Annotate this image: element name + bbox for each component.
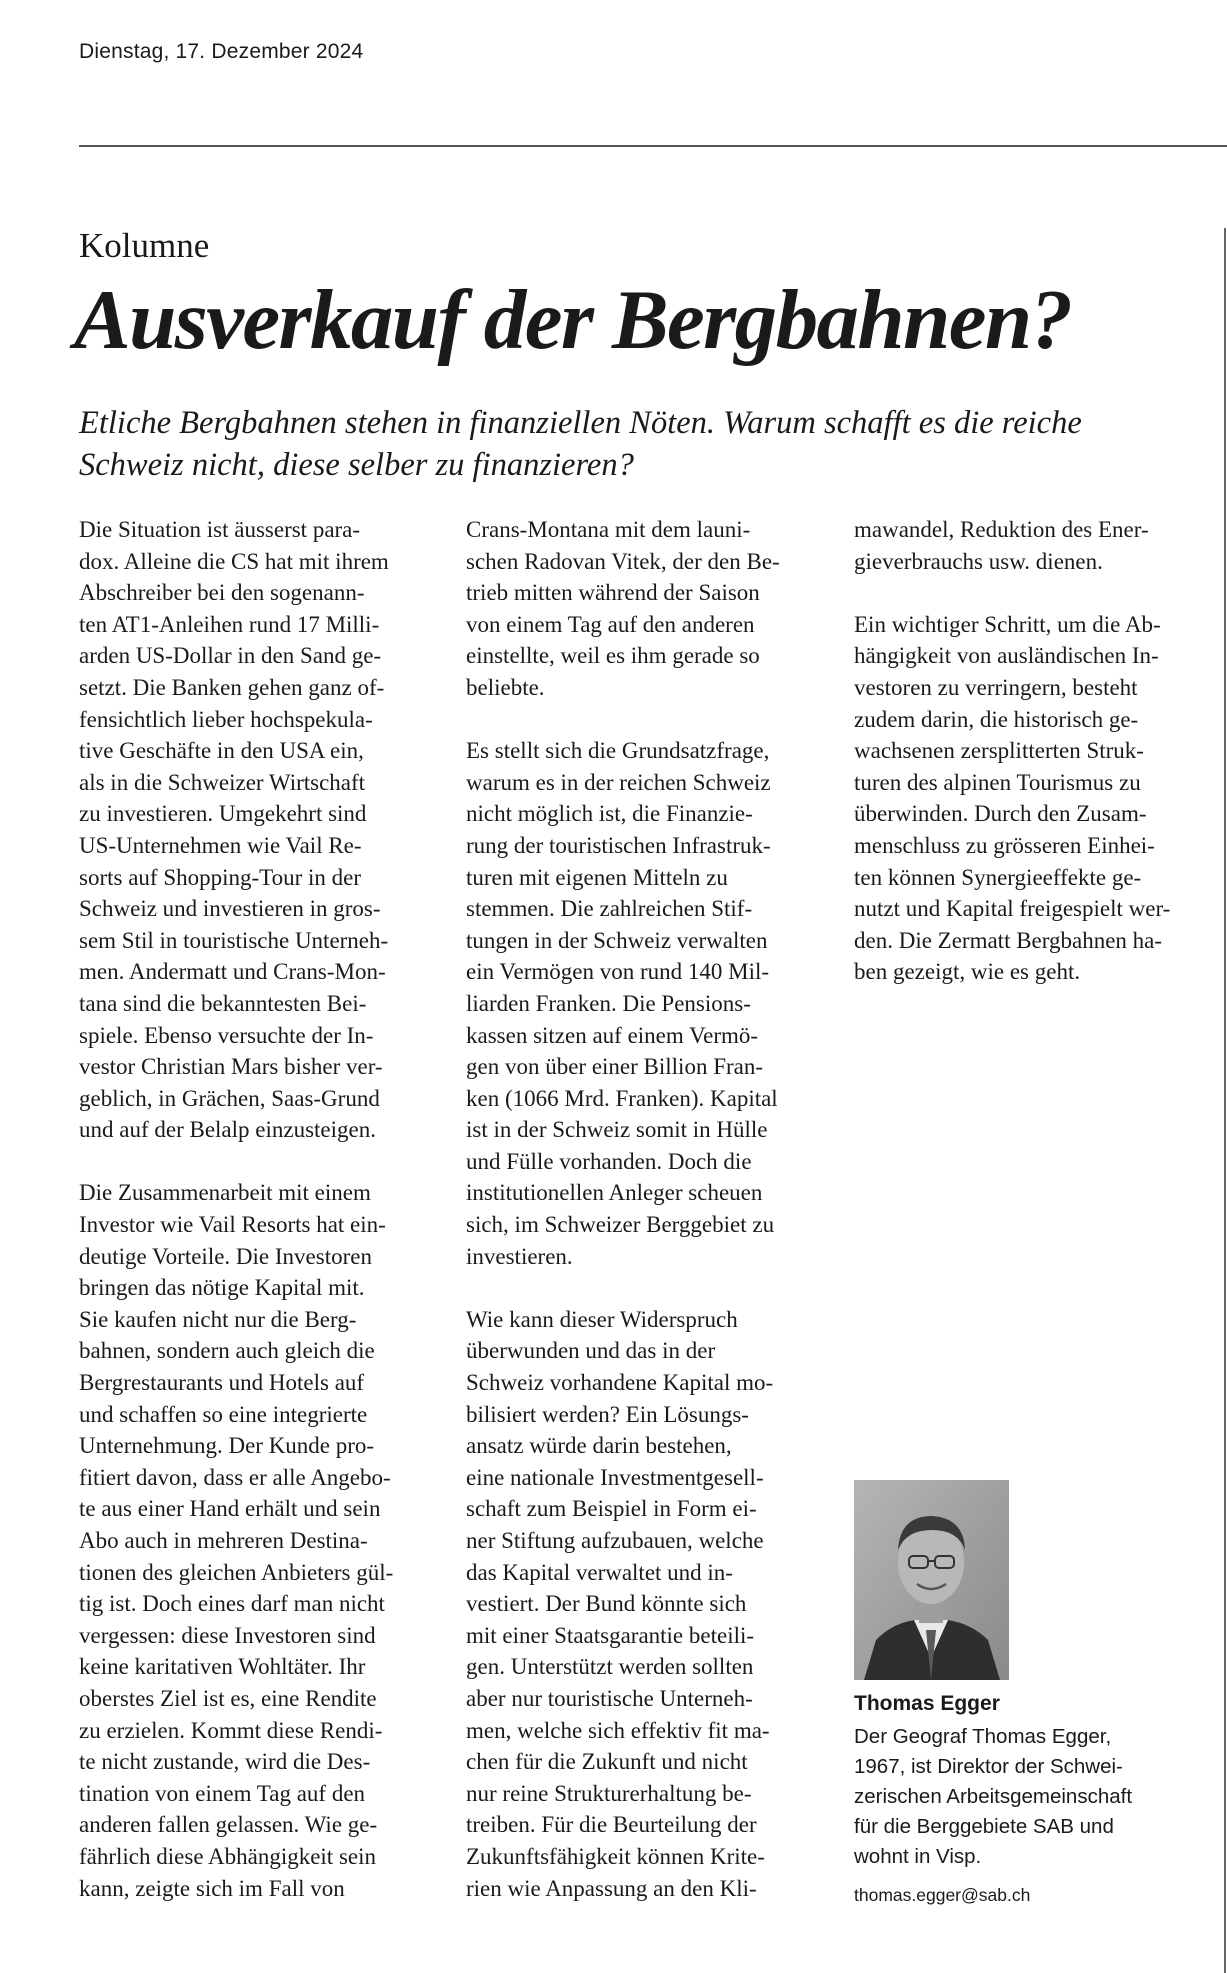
text-line: tig ist. Doch eines darf man nicht [79, 1591, 385, 1617]
text-line: geblich, in Grächen, Saas-Grund [79, 1085, 380, 1111]
paragraph-break [466, 1272, 780, 1304]
text-line: liarden Franken. Die Pensions- [466, 990, 751, 1016]
text-line: überwinden. Durch den Zusam- [854, 801, 1147, 827]
text-line: Bergrestaurants und Hotels auf [79, 1370, 365, 1396]
text-line: chen für die Zukunft und nicht [466, 1749, 748, 1775]
text-line: stemmen. Die zahlreichen Stif- [466, 896, 753, 922]
text-line: ken (1066 Mrd. Franken). Kapital [466, 1085, 778, 1111]
article-lead: Etliche Bergbahnen stehen in finanziellen Nöten. Warum schafft es die reiche Schweiz nicht, diese selber zu finanzieren? [79, 405, 1082, 483]
paragraph-break [79, 1146, 393, 1178]
text-line: Die Situation ist äusserst para- [79, 517, 361, 542]
bio-line: für die Berggebiete SAB und [854, 1815, 1114, 1838]
section-kicker: Kolumne [79, 226, 210, 265]
text-line: keine karitativen Wohltäter. Ihr [79, 1654, 366, 1680]
text-line: Zukunftsfähigkeit können Krite- [466, 1843, 765, 1869]
text-line: den. Die Zermatt Bergbahnen ha- [854, 927, 1163, 953]
text-line: überwunden und das in der [466, 1338, 716, 1364]
text-line: und schaffen so eine integrierte [79, 1401, 368, 1427]
text-line: sem Stil in touristische Unterneh- [79, 927, 389, 953]
text-line: ner Stiftung aufzubauen, welche [466, 1528, 764, 1553]
text-line: kassen sitzen auf einem Vermö- [466, 1022, 759, 1048]
text-line: Schweiz und investieren in gros- [79, 896, 381, 922]
text-line: warum es in der reichen Schweiz [466, 769, 771, 795]
author-photo [854, 1480, 1009, 1680]
text-line: als in die Schweizer Wirtschaft [79, 769, 366, 795]
text-line: Sie kaufen nicht nur die Berg- [79, 1306, 357, 1332]
paragraph-break [854, 577, 1170, 609]
text-line: turen mit eigenen Mitteln zu [466, 864, 728, 890]
text-line: und auf der Belalp einzusteigen. [79, 1117, 376, 1143]
text-line: tive Geschäfte in den USA ein, [79, 738, 364, 764]
text-line: trieb mitten während der Saison [466, 580, 760, 606]
article-column-2 [466, 514, 780, 1904]
text-line: Es stellt sich die Grundsatzfrage, [466, 738, 770, 764]
bio-line: zerischen Arbeitsgemeinschaft [854, 1785, 1133, 1808]
article-headline: Ausverkauf der Bergbahnen? [74, 273, 1072, 367]
text-line: nutzt und Kapital freigespielt wer- [854, 896, 1171, 922]
text-line: hängigkeit von ausländischen In- [854, 643, 1159, 669]
text-line: deutige Vorteile. Die Investoren [79, 1243, 372, 1269]
text-line: arden US-Dollar in den Sand ge- [79, 643, 382, 669]
text-line: kann, zeigte sich im Fall von [79, 1875, 345, 1901]
text-line: gen. Unterstützt werden sollten [466, 1654, 754, 1680]
text-line: fährlich diese Abhängigkeit sein [79, 1843, 377, 1869]
text-line: vergessen: diese Investoren sind [79, 1622, 376, 1648]
text-line: tination von einem Tag auf den [79, 1780, 366, 1806]
text-line: menschluss zu grösseren Einhei- [854, 832, 1155, 858]
text-line: sorts auf Shopping-Tour in der [79, 864, 362, 890]
text-line: einstellte, weil es ihm gerade so [466, 643, 760, 669]
text-line: und Fülle vorhanden. Doch die [466, 1148, 752, 1174]
text-line: gieverbrauchs usw. dienen. [854, 548, 1103, 574]
text-line: rung der touristischen Infrastruk- [466, 832, 771, 858]
text-line: te aus einer Hand erhält und sein [79, 1496, 381, 1522]
text-line: wachsenen zersplitterten Struk- [854, 738, 1144, 764]
text-line: schaft zum Beispiel in Form ei- [466, 1496, 757, 1522]
text-line: schen Radovan Vitek, der den Be- [466, 548, 780, 574]
text-line: mawandel, Reduktion des Ener- [854, 517, 1149, 542]
text-line: nur reine Strukturerhaltung be- [466, 1780, 752, 1806]
text-line: Unternehmung. Der Kunde pro- [79, 1433, 375, 1459]
text-line: ten AT1-Anleihen rund 17 Milli- [79, 611, 380, 637]
text-line: bringen das nötige Kapital mit. [79, 1275, 365, 1301]
text-line: zudem darin, die historisch ge- [854, 706, 1139, 732]
text-line: vestoren zu verringern, besteht [854, 674, 1138, 700]
text-line: men. Andermatt und Crans-Mon- [79, 959, 386, 985]
text-line: oberstes Ziel ist es, eine Rendite [79, 1685, 377, 1711]
text-line: nicht möglich ist, die Finanzie- [466, 801, 753, 827]
text-line: Wie kann dieser Widerspruch [466, 1306, 738, 1332]
text-line: ten können Synergieeffekte ge- [854, 864, 1142, 890]
text-line: Schweiz vorhandene Kapital mo- [466, 1370, 774, 1396]
text-line: anderen fallen gelassen. Wie ge- [79, 1812, 378, 1838]
text-line: dox. Alleine die CS hat mit ihrem [79, 548, 389, 574]
text-line: ansatz würde darin bestehen, [466, 1433, 732, 1459]
text-line: das Kapital verwaltet und in- [466, 1559, 733, 1585]
text-line: rien wie Anpassung an den Kli- [466, 1875, 757, 1901]
text-line: men, welche sich effektiv fit ma- [466, 1717, 770, 1743]
text-line: zu erzielen. Kommt diese Rendi- [79, 1717, 383, 1743]
text-line: von einem Tag auf den anderen [466, 611, 755, 637]
text-line: turen des alpinen Tourismus zu [854, 769, 1141, 795]
text-line: bilisiert werden? Ein Lösungs- [466, 1401, 749, 1427]
column-divider [1224, 228, 1226, 1973]
text-line: vestiert. Der Bund könnte sich [466, 1591, 747, 1617]
text-line: US-Unternehmen wie Vail Re- [79, 832, 362, 858]
text-line: zu investieren. Umgekehrt sind [79, 801, 367, 827]
text-line: tungen in der Schweiz verwalten [466, 927, 768, 953]
bio-line: 1967, ist Direktor der Schwei- [854, 1755, 1123, 1778]
text-line: sich, im Schweizer Berggebiet zu [466, 1212, 775, 1238]
paragraph-break [466, 704, 780, 736]
text-line: treiben. Für die Beurteilung der [466, 1812, 757, 1838]
text-line: Abschreiber bei den sogenann- [79, 580, 365, 606]
article-column-1 [79, 514, 393, 1904]
text-line: aber nur touristische Unterneh- [466, 1685, 753, 1711]
bio-line: wohnt in Visp. [854, 1845, 982, 1868]
text-line: mit einer Staatsgarantie beteili- [466, 1622, 755, 1648]
author-portrait-image [854, 1480, 1009, 1680]
text-line: gen von über einer Billion Fran- [466, 1054, 764, 1080]
text-line: investieren. [466, 1243, 573, 1269]
text-line: ist in der Schweiz somit in Hülle [466, 1117, 768, 1143]
text-line: Abo auch in mehreren Destina- [79, 1528, 368, 1553]
text-line: Crans-Montana mit dem launi- [466, 517, 751, 542]
text-line: beliebte. [466, 674, 545, 700]
text-line: eine nationale Investmentgesell- [466, 1464, 764, 1490]
text-line: Die Zusammenarbeit mit einem [79, 1180, 371, 1206]
text-line: Ein wichtiger Schritt, um die Ab- [854, 611, 1161, 637]
text-line: institutionellen Anleger scheuen [466, 1180, 763, 1206]
text-line: tionen des gleichen Anbieters gül- [79, 1559, 394, 1585]
author-name: Thomas Egger [854, 1692, 1000, 1715]
article-column-3 [854, 514, 1170, 988]
text-line: vestor Christian Mars bisher ver- [79, 1054, 383, 1080]
text-line: ein Vermögen von rund 140 Mil- [466, 959, 770, 985]
text-line: Investor wie Vail Resorts hat ein- [79, 1212, 386, 1238]
bio-line: Der Geograf Thomas Egger, [854, 1725, 1112, 1748]
text-line: te nicht zustande, wird die Des- [79, 1749, 371, 1775]
text-line: fitiert davon, dass er alle Angebo- [79, 1464, 391, 1490]
text-line: tana sind die bekanntesten Bei- [79, 990, 367, 1016]
text-line: spiele. Ebenso versuchte der In- [79, 1022, 374, 1048]
text-line: setzt. Die Banken gehen ganz of- [79, 674, 385, 700]
author-bio [854, 1722, 1132, 1872]
author-email: thomas.egger@sab.ch [854, 1885, 1031, 1905]
publication-date: Dienstag, 17. Dezember 2024 [79, 40, 364, 63]
text-line: bahnen, sondern auch gleich die [79, 1338, 375, 1364]
text-line: fensichtlich lieber hochspekula- [79, 706, 373, 732]
text-line: ben gezeigt, wie es geht. [854, 959, 1081, 985]
header-divider [79, 145, 1227, 147]
